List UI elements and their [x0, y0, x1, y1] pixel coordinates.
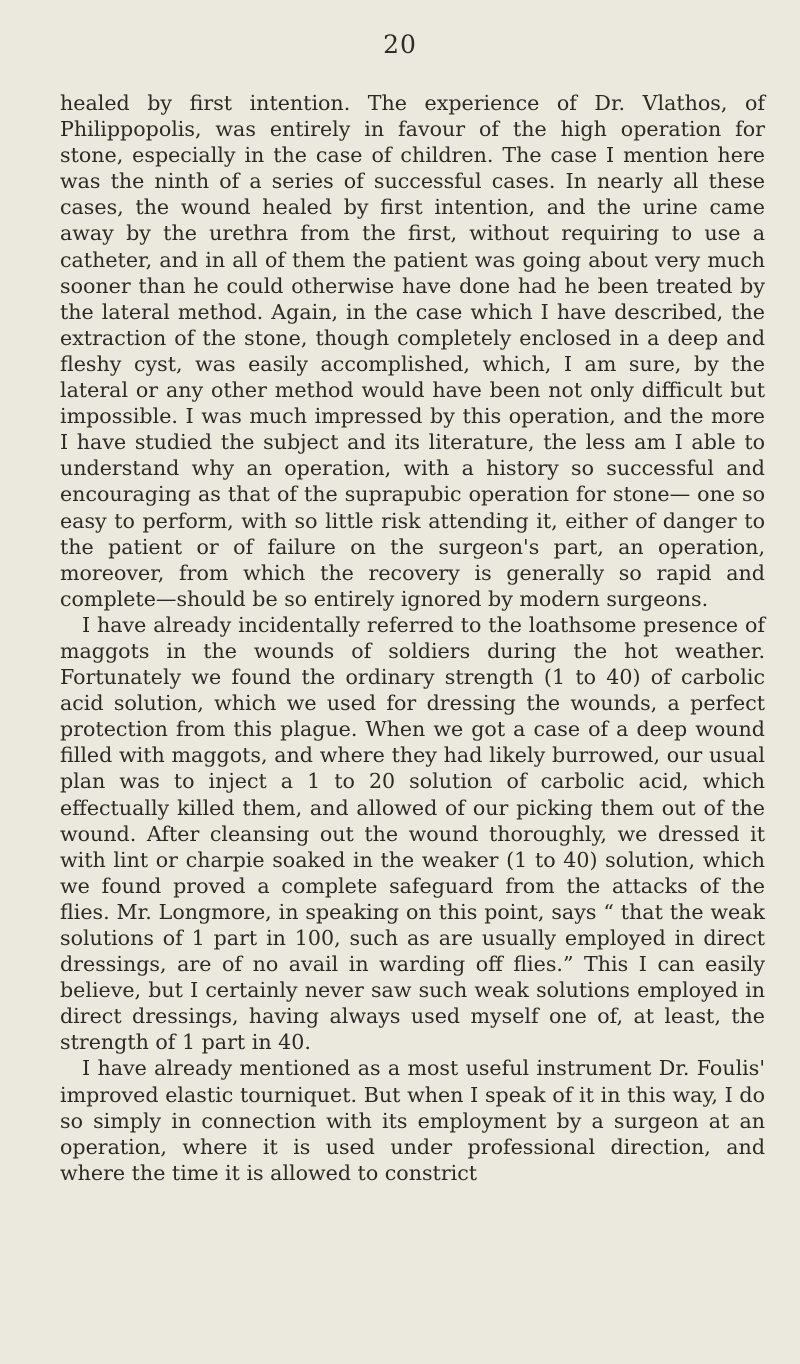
body-text [60, 90, 765, 1186]
paragraph-tourniquet: I have already mentioned as a most useful instrument Dr. Foulis' improved elastic tourniquet. But when I speak of it in this way, I do so simply in connection with its employment by a surgeon at an operation, where it is used under professional direction, and where the time it is allowed to constrict [60, 1056, 765, 1185]
paragraph-maggots-carbolic: I have already incidentally referred to the loathsome presence of maggots in the wounds of soldiers during the hot weather. Fortunately we found the ordinary strength (1 to 40) of carbolic acid solution, which we used for dressing the wounds, a perfect protection from this plague. When we got a case of a deep wound filled with maggots, and where they had likely burrowed, our usual plan was to inject a 1 to 20 solution of carbolic acid, which effectually killed them, and allowed of our picking them out of the wound. After cleansing out the wound thoroughly, we dressed it with lint or charpie soaked in the weaker (1 to 40) solution, which we found proved a complete safeguard from the attacks of the flies. Mr. Longmore, in speaking on this point, says “ that the weak solutions of 1 part in 100, such as are usually employed in direct dressings, are of no avail in warding off flies.” This I can easily believe, but I certainly never saw such weak solutions employed in direct dressings, having always used myself one of, at least, the strength of 1 part in 40. [60, 612, 765, 1055]
paragraph-suprapubic-operation: healed by first intention. The experience of Dr. Vlathos, of Philippopolis, was entirely in favour of the high operation for stone, especially in the case of children. The case I mention here was the ninth of a series of successful cases. In nearly all these cases, the wound healed by first intention, and the urine came away by the urethra from the first, without requiring to use a catheter, and in all of them the patient was going about very much sooner than he could otherwise have done had he been treated by the lateral method. Again, in the case which I have described, the extraction of the stone, though completely enclosed in a deep and fleshy cyst, was easily accomplished, which, I am sure, by the lateral or any other method would have been not only difficult but impossible. I was much impressed by this operation, and the more I have studied the subject and its literature, the less am I able to understand why an operation, with a history so successful and encouraging as that of the suprapubic operation for stone— one so easy to perform, with so little risk attending it, either of danger to the patient or of failure on the surgeon's part, an operation, moreover, from which the recovery is generally so rapid and complete—should be so entirely ignored by modern surgeons. [60, 91, 765, 611]
page-number: 20 [383, 30, 417, 59]
